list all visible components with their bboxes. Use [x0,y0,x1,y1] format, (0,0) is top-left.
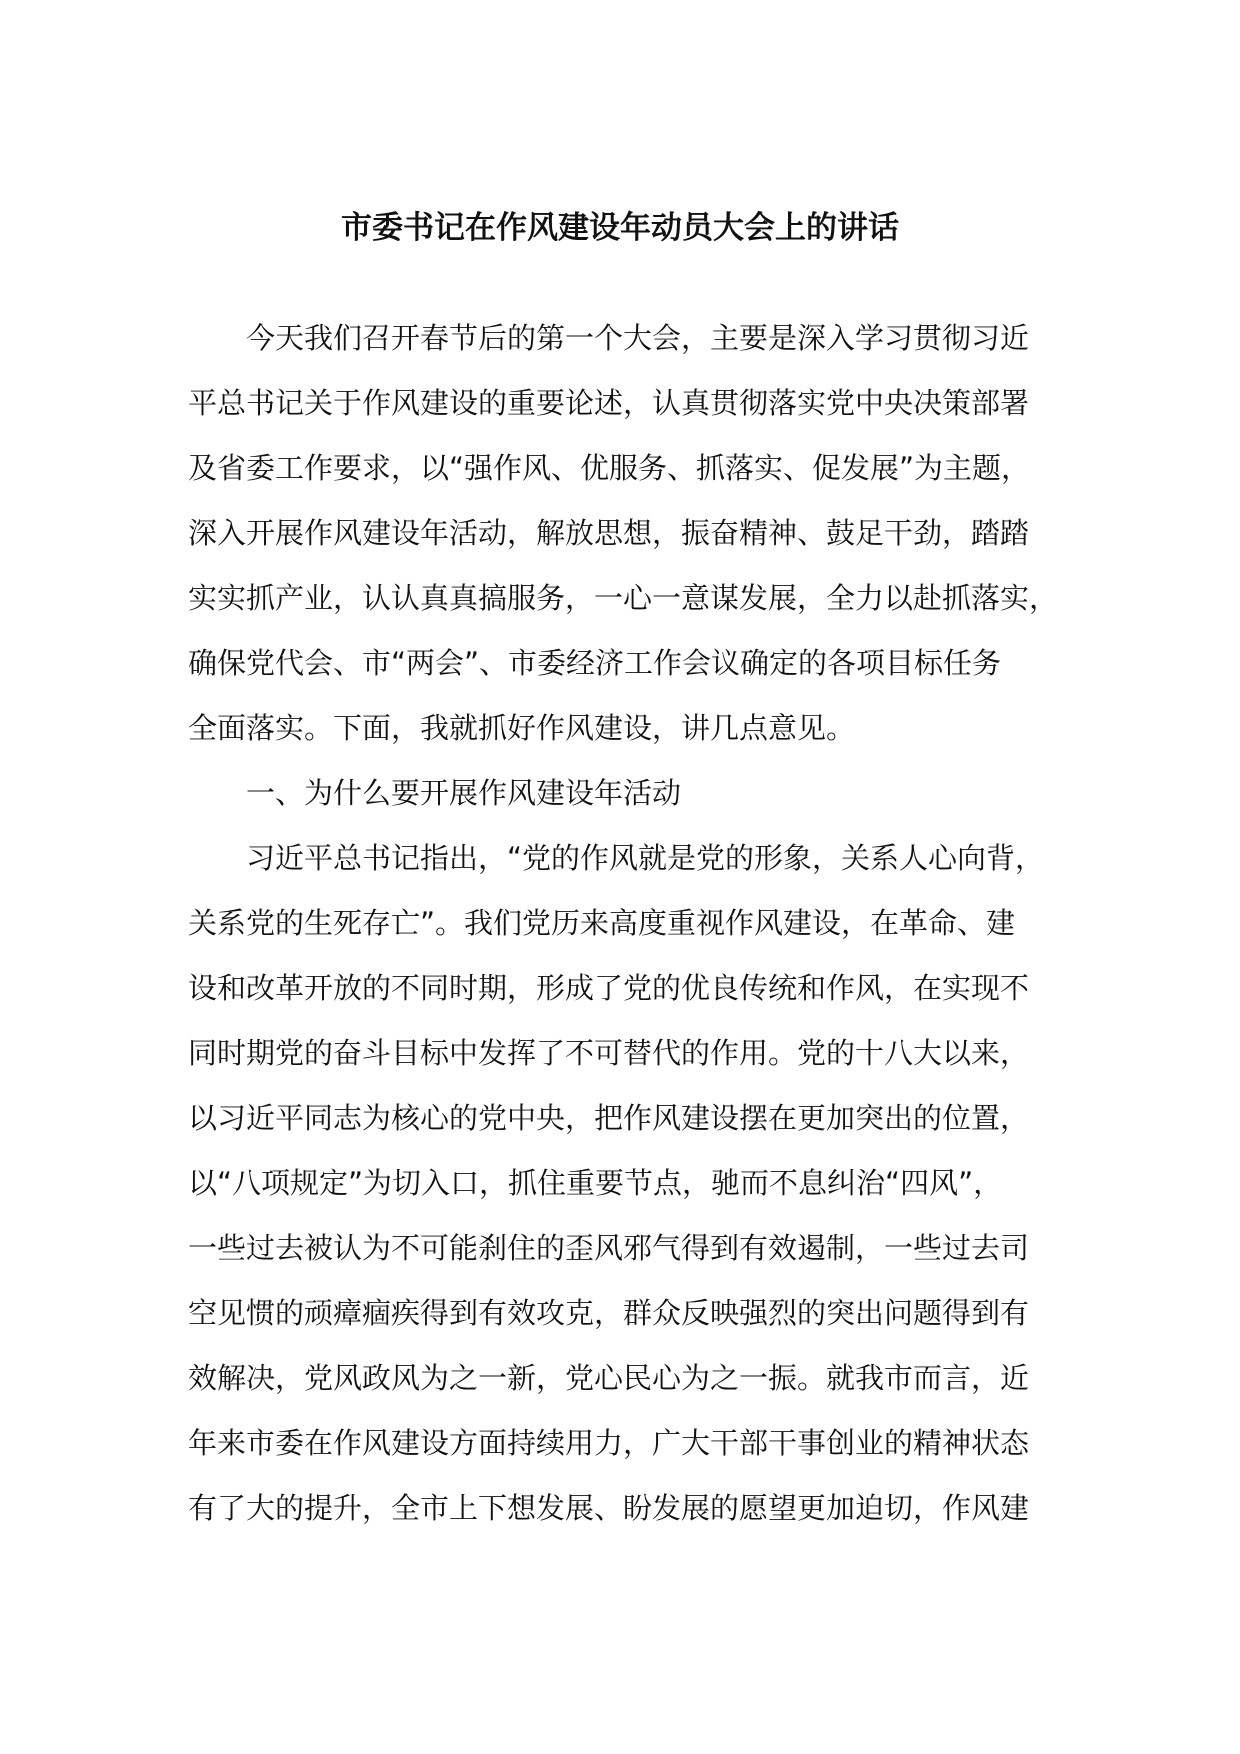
text-line: 确保党代会、市“两会”、市委经济工作会议确定的各项目标任务 [188,646,1002,680]
text-line: 有了大的提升，全市上下想发展、盼发展的愿望更加迫切，作风建 [188,1491,1030,1525]
text-line: 设和改革开放的不同时期，形成了党的优良传统和作风，在实现不 [188,971,1030,1005]
text-line: 实实抓产业，认认真真搞服务，一心一意谋发展，全力以赴抓落实， [188,581,1059,615]
text-line: 全面落实。下面，我就抓好作风建设，讲几点意见。 [188,711,856,745]
text-line: 深入开展作风建设年活动，解放思想，振奋精神、鼓足干劲，踏踏 [188,516,1030,550]
text-line: 一些过去被认为不可能刹住的歪风邪气得到有效遏制，一些过去司 [188,1231,1030,1265]
text-line: 习近平总书记指出，“党的作风就是党的形象，关系人心向背， [246,841,1045,875]
text-line: 效解决，党风政风为之一新，党心民心为之一振。就我市而言，近 [188,1361,1030,1395]
paragraph-body [188,826,1066,1541]
text-line: 平总书记关于作风建设的重要论述，认真贯彻落实党中央决策部署 [188,386,1030,420]
section-heading [188,761,1066,826]
paragraph-intro [188,306,1066,761]
text-line: 同时期党的奋斗目标中发挥了不可替代的作用。党的十八大以来， [188,1036,1030,1070]
text-line: 空见惯的顽瘴痼疾得到有效攻克，群众反映强烈的突出问题得到有 [188,1296,1030,1330]
text-line: 今天我们召开春节后的第一个大会，主要是深入学习贯彻习近 [246,321,1030,355]
text-line: 以习近平同志为核心的党中央，把作风建设摆在更加突出的位置， [188,1101,1030,1135]
text-line: 以“八项规定”为切入口，抓住重要节点，驰而不息纠治“四风”， [188,1166,1003,1200]
section-heading-text: 一、为什么要开展作风建设年活动 [246,776,682,810]
text-line: 关系党的生死存亡”。我们党历来高度重视作风建设，在革命、建 [188,906,1016,940]
document-title: 市委书记在作风建设年动员大会上的讲话 [341,210,899,246]
text-line: 年来市委在作风建设方面持续用力，广大干部干事创业的精神状态 [188,1426,1030,1460]
document-body [188,306,1066,1541]
text-line: 及省委工作要求，以“强作风、优服务、抓落实、促发展”为主题， [188,451,1031,485]
